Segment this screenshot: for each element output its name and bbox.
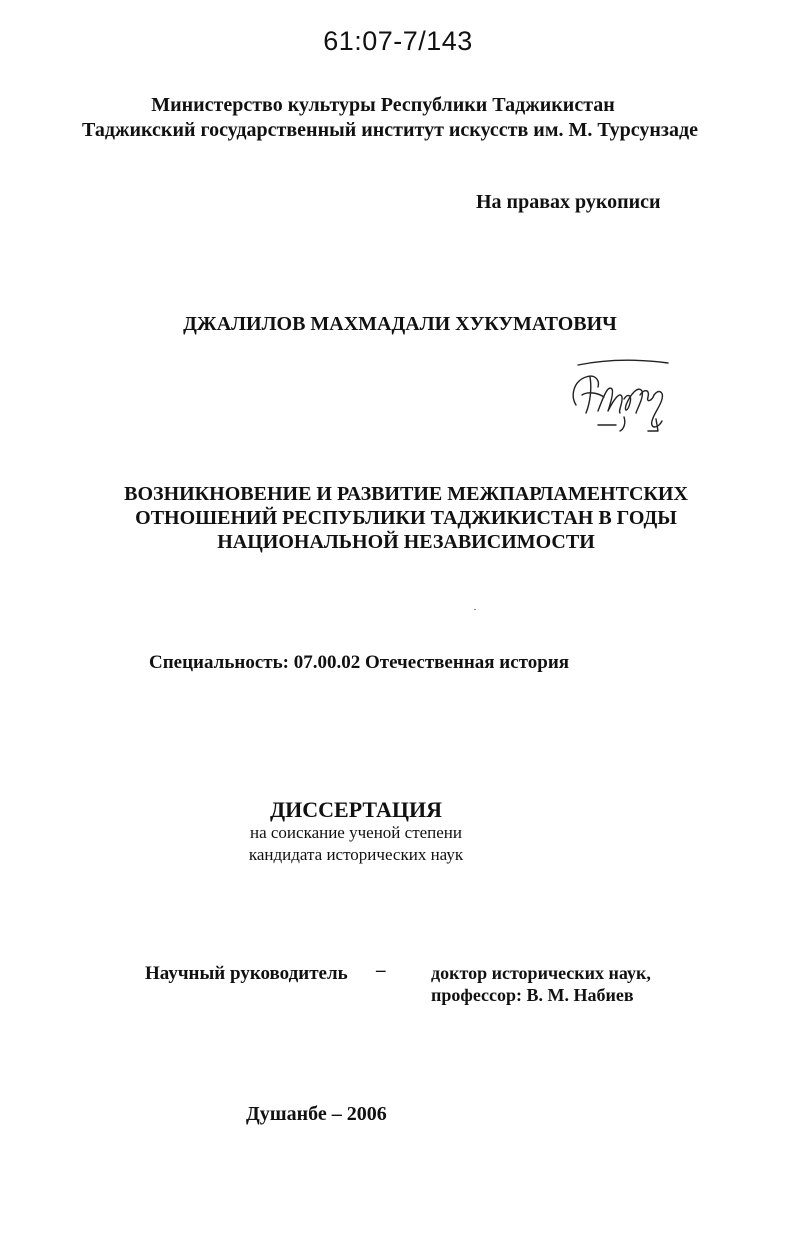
supervisor-name: профессор: В. М. Набиев [431, 985, 634, 1005]
supervisor-label: Научный руководитель [145, 963, 348, 984]
scan-speck [474, 609, 476, 610]
supervisor-degree: доктор исторических наук, [431, 963, 651, 983]
supervisor-dash: – [376, 960, 386, 981]
specialty-line: Специальность: 07.00.02 Отечественная история [149, 652, 570, 673]
thesis-degree-line: кандидата исторических наук [248, 845, 464, 864]
city-year: Душанбе – 2006 [246, 1103, 387, 1125]
title-line: ОТНОШЕНИЙ РЕСПУБЛИКИ ТАДЖИКИСТАН В ГОДЫ [135, 507, 677, 529]
title-line: НАЦИОНАЛЬНОЙ НЕЗАВИСИМОСТИ [217, 531, 595, 553]
signature-icon [568, 355, 678, 435]
dissertation-title [0, 482, 796, 554]
author-name: ДЖАЛИЛОВ МАХМАДАЛИ ХУКУМАТОВИЧ [183, 313, 617, 335]
ministry-heading: Министерство культуры Республики Таджикистан [151, 94, 615, 116]
catalog-number: 61:07-7/143 [323, 26, 473, 56]
title-line: ВОЗНИКНОВЕНИЕ И РАЗВИТИЕ МЕЖПАРЛАМЕНТСКИХ [124, 483, 688, 505]
institute-heading: Таджикский государственный институт искусств им. М. Турсунзаде [82, 119, 698, 141]
manuscript-note: На правах рукописи [476, 191, 661, 213]
thesis-heading: ДИССЕРТАЦИЯ [270, 797, 442, 822]
thesis-degree-line: на соискание ученой степени [249, 823, 463, 842]
